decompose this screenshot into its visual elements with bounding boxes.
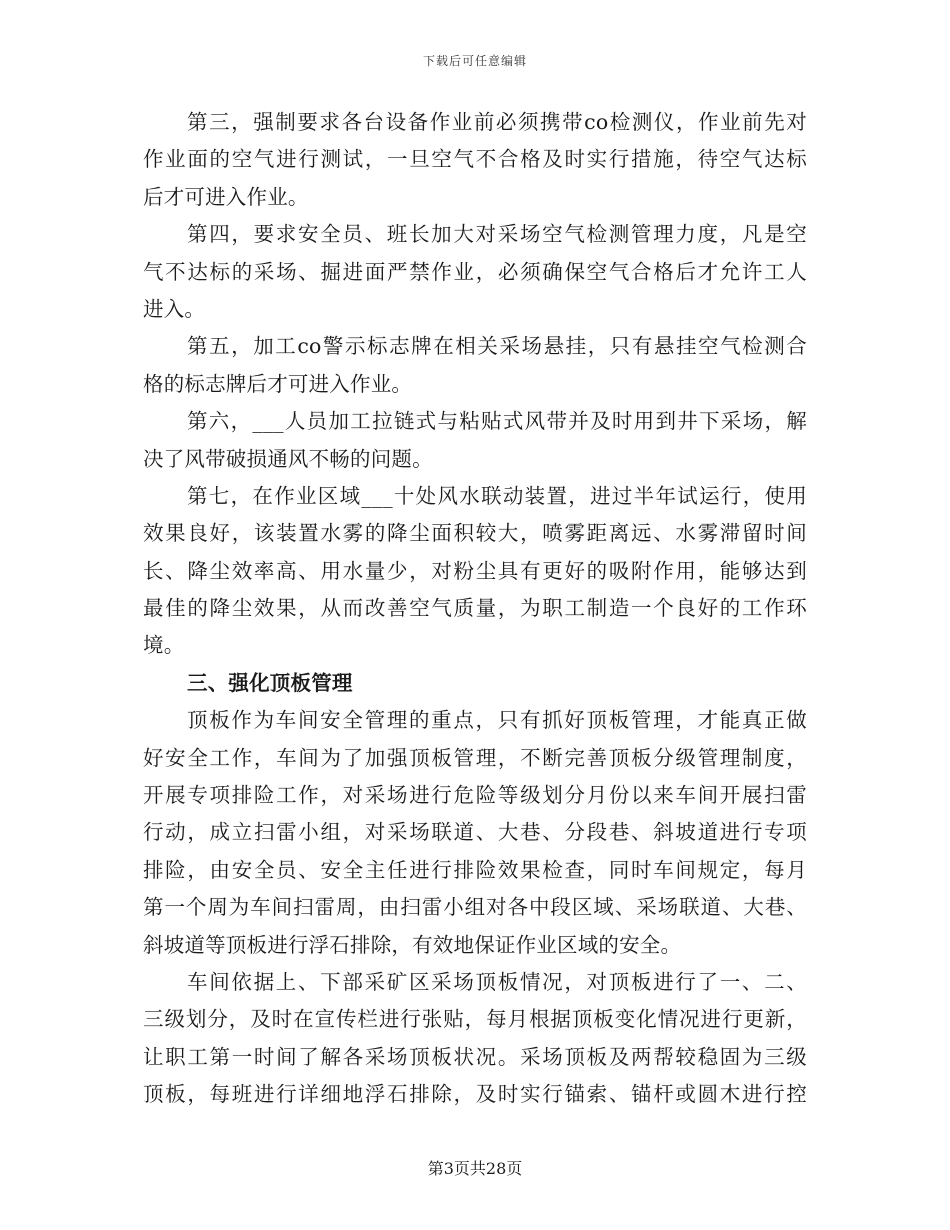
section-heading: 三、强化顶板管理 [187,670,353,695]
text-line: 长、降尘效率高、用水量少，对粉尘具有更好的吸附作用，能够达到 [143,558,807,583]
text-line: 第三，强制要求各台设备作业前必须携带co检测仪，作业前先对 [187,110,807,134]
text-line: 作业面的空气进行测试，一旦空气不合格及时实行措施，待空气达标 [143,147,807,172]
text-line: 让职工第一时间了解各采场顶板状况。采场顶板及两帮较稳固为三级 [143,1044,807,1069]
text-line: 排险，由安全员、安全主任进行排险效果检查，同时车间规定，每月 [143,857,807,882]
text-line: 格的标志牌后才可进入作业。 [143,371,413,396]
text-line: 顶板作为车间安全管理的重点，只有抓好顶板管理，才能真正做 [187,708,807,733]
text-line: 决了风带破损通风不畅的问题。 [143,446,433,471]
text-line: 境。 [143,633,185,658]
document-body [143,104,807,1114]
page-number: 第3页共28页 [427,1159,523,1178]
text-line: 第五，加工co警示标志牌在相关采场悬挂，只有悬挂空气检测合 [187,334,807,359]
text-line: 行动，成立扫雷小组，对采场联道、大巷、分段巷、斜坡道进行专项 [143,820,807,845]
text-line: 第六，___人员加工拉链式与粘贴式风带并及时用到井下采场，解 [187,409,807,434]
text-line: 开展专项排险工作，对采场进行危险等级划分月份以来车间开展扫雷 [143,783,807,808]
text-line: 第七，在作业区域___十处风水联动装置，进过半年试运行，使用 [187,483,807,508]
text-line: 最佳的降尘效果，从而改善空气质量，为职工制造一个良好的工作环 [143,596,807,621]
page-header: 下载后可任意编辑 [422,54,527,68]
text-line: 好安全工作，车间为了加强顶板管理，不断完善顶板分级管理制度， [143,745,807,770]
text-line: 顶板，每班进行详细地浮石排除，及时实行锚索、锚杆或圆木进行控 [143,1082,807,1107]
text-line: 第一个周为车间扫雷周，由扫雷小组对各中段区域、采场联道、大巷、 [143,895,807,920]
text-line: 车间依据上、下部采矿区采场顶板情况，对顶板进行了一、二、 [187,969,807,994]
text-line: 气不达标的采场、掘进面严禁作业，必须确保空气合格后才允许工人 [143,259,807,284]
text-line: 斜坡道等顶板进行浮石排除，有效地保证作业区域的安全。 [143,932,682,957]
text-line: 后才可进入作业。 [143,184,309,209]
text-line: 进入。 [143,296,206,321]
text-line: 效果良好，该装置水雾的降尘面积较大，喷雾距离远、水雾滞留时间 [143,521,807,546]
text-line: 三级划分，及时在宣传栏进行张贴，每月根据顶板变化情况进行更新， [143,1007,807,1032]
text-line: 第四，要求安全员、班长加大对采场空气检测管理力度，凡是空 [187,222,807,247]
